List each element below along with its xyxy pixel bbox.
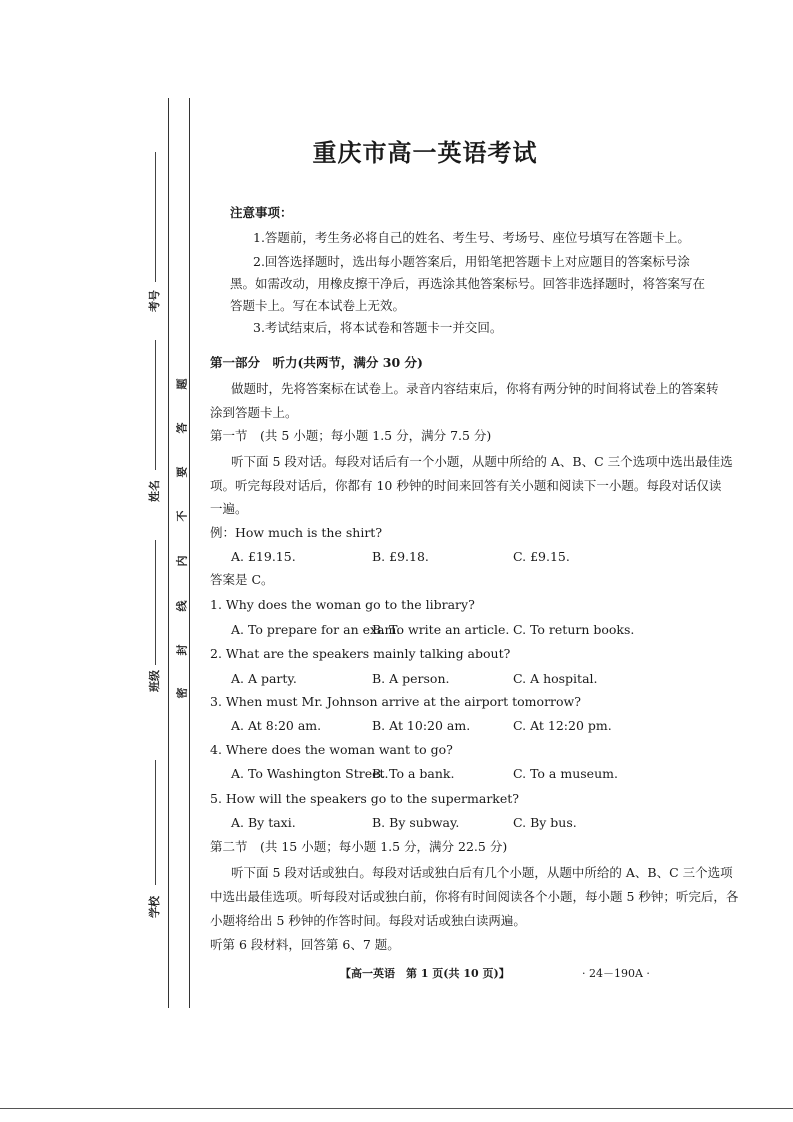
question-2: 2. What are the speakers mainly talking about?: [210, 646, 511, 661]
scan-edge: [0, 1108, 793, 1109]
option-b: B. By subway.: [372, 815, 460, 830]
question-1: 1. Why does the woman go to the library?: [210, 597, 475, 612]
binding-line-outer: [168, 98, 169, 1008]
notice-item-2: 2.回答选择题时，选出每小题答案后，用铅笔把答题卡上对应题目的答案标号涂: [253, 254, 690, 269]
seal-char: 答: [175, 422, 189, 434]
option-c: C. To a museum.: [513, 766, 618, 781]
section2-instructions-cont: 中选出最佳选项。听每段对话或独白前，你将有时间阅读各个小题，每小题 5 秒钟；听完后，各: [210, 889, 739, 904]
school-field[interactable]: [155, 760, 156, 885]
part1-heading: 第一部分 听力(共两节，满分 30 分): [210, 355, 423, 370]
question-5: 5. How will the speakers go to the supermarket?: [210, 791, 519, 806]
page-title: 重庆市高一英语考试: [312, 138, 538, 167]
label-exam-number: 考号: [148, 290, 161, 312]
section1-instructions: 听下面 5 段对话。每段对话后有一个小题，从题中所给的 A、B、C 三个选项中选出最佳选: [231, 454, 733, 469]
notice-item-3: 3.考试结束后，将本试卷和答题卡一并交回。: [253, 320, 503, 335]
seal-char: 内: [175, 555, 189, 567]
seal-char: 线: [175, 600, 189, 612]
option-a: A. By taxi.: [231, 815, 296, 830]
material-instruction: 听第 6 段材料，回答第 6、7 题。: [210, 937, 400, 952]
example-option-b: B. £9.18.: [372, 549, 429, 564]
option-c: C. A hospital.: [513, 671, 598, 686]
example-answer: 答案是 C。: [210, 572, 274, 587]
section2-instructions: 听下面 5 段对话或独白。每段对话或独白后有几个小题，从题中所给的 A、B、C 三个选项: [231, 865, 733, 880]
exam-number-field[interactable]: [155, 152, 156, 282]
option-b: B. To write an article.: [372, 622, 510, 637]
option-c: C. At 12:20 pm.: [513, 718, 612, 733]
label-name: 姓名: [148, 480, 161, 502]
binding-line-inner: [189, 98, 190, 1008]
question-4: 4. Where does the woman want to go?: [210, 742, 453, 757]
notice-item-1: 1.答题前，考生务必将自己的姓名、考生号、考场号、座位号填写在答题卡上。: [253, 230, 690, 245]
option-b: B. A person.: [372, 671, 450, 686]
option-a: A. To Washington Street.: [231, 766, 389, 781]
section1-instructions-cont: 项。听完每段对话后，你都有 10 秒钟的时间来回答有关小题和阅读下一小题。每段对话仅读: [210, 478, 722, 493]
section1-instructions-cont: 一遍。: [210, 501, 248, 516]
question-3: 3. When must Mr. Johnson arrive at the airport tomorrow?: [210, 694, 581, 709]
option-c: C. To return books.: [513, 622, 635, 637]
option-a: A. A party.: [231, 671, 297, 686]
example-option-c: C. £9.15.: [513, 549, 570, 564]
notice-item-2-cont: 答题卡上。写在本试卷上无效。: [230, 298, 406, 313]
seal-char: 题: [175, 378, 189, 390]
example-option-a: A. £19.15.: [231, 549, 296, 564]
notice-heading: 注意事项：: [230, 205, 293, 220]
name-field[interactable]: [155, 340, 156, 470]
page-footer: 【高一英语 第 1 页(共 10 页)】: [340, 967, 510, 980]
option-c: C. By bus.: [513, 815, 577, 830]
option-b: B. At 10:20 am.: [372, 718, 471, 733]
part1-intro-cont: 涂到答题卡上。: [210, 405, 298, 420]
label-school: 学校: [148, 896, 161, 918]
paper-code: · 24－190A ·: [582, 967, 650, 980]
class-field[interactable]: [155, 540, 156, 665]
seal-char: 要: [175, 466, 189, 478]
part1-intro: 做题时，先将答案标在试卷上。录音内容结束后，你将有两分钟的时间将试卷上的答案转: [231, 381, 719, 396]
section2-heading: 第二节 (共 15 小题；每小题 1.5 分，满分 22.5 分): [210, 839, 508, 854]
seal-char: 封: [175, 644, 189, 656]
option-b: B. To a bank.: [372, 766, 455, 781]
notice-item-2-cont: 黑。如需改动，用橡皮擦干净后，再选涂其他答案标号。回答非选择题时，将答案写在: [230, 276, 706, 291]
option-a: A. At 8:20 am.: [231, 718, 322, 733]
section1-heading: 第一节 (共 5 小题；每小题 1.5 分，满分 7.5 分): [210, 428, 492, 443]
section2-instructions-cont: 小题将给出 5 秒钟的作答时间。每段对话或独白读两遍。: [210, 913, 526, 928]
label-class: 班级: [148, 670, 161, 692]
seal-char: 不: [175, 510, 189, 522]
option-a: A. To prepare for an exam.: [231, 622, 401, 637]
seal-char: 密: [175, 687, 189, 699]
example-question: 例：How much is the shirt?: [210, 525, 383, 540]
